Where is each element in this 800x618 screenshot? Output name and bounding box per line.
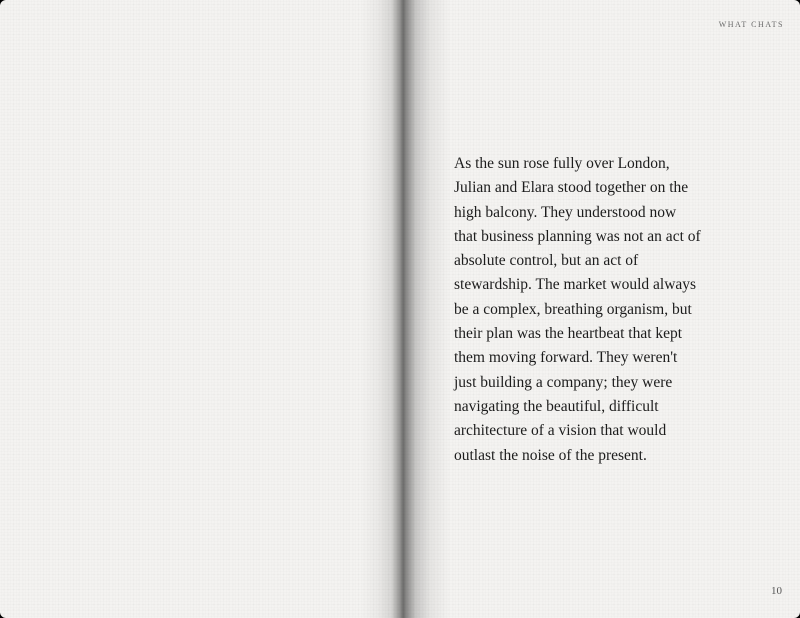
text-line: high balcony. They understood now [454,203,677,221]
text-line: stewardship. The market would always [454,276,697,294]
text-line: outlast the noise of the present. [454,446,647,464]
running-header: WHAT CHATS [718,20,784,29]
body-text [454,152,754,468]
text-line: As the sun rose fully over London, [454,155,670,172]
text-line: Julian and Elara stood together on the [454,179,689,197]
page-number: 10 [771,585,782,597]
text-line: be a complex, breathing organism, but [454,300,692,318]
text-line: just building a company; they were [454,373,673,391]
text-line: that business planning was not an act of [454,227,701,245]
text-line: navigating the beautiful, difficult [454,397,659,415]
text-line: absolute control, but an act of [454,252,639,270]
text-line: them moving forward. They weren't [454,349,678,367]
text-line: architecture of a vision that would [454,422,667,440]
right-page[interactable] [400,0,800,618]
text-line: their plan was the heartbeat that kept [454,325,683,343]
